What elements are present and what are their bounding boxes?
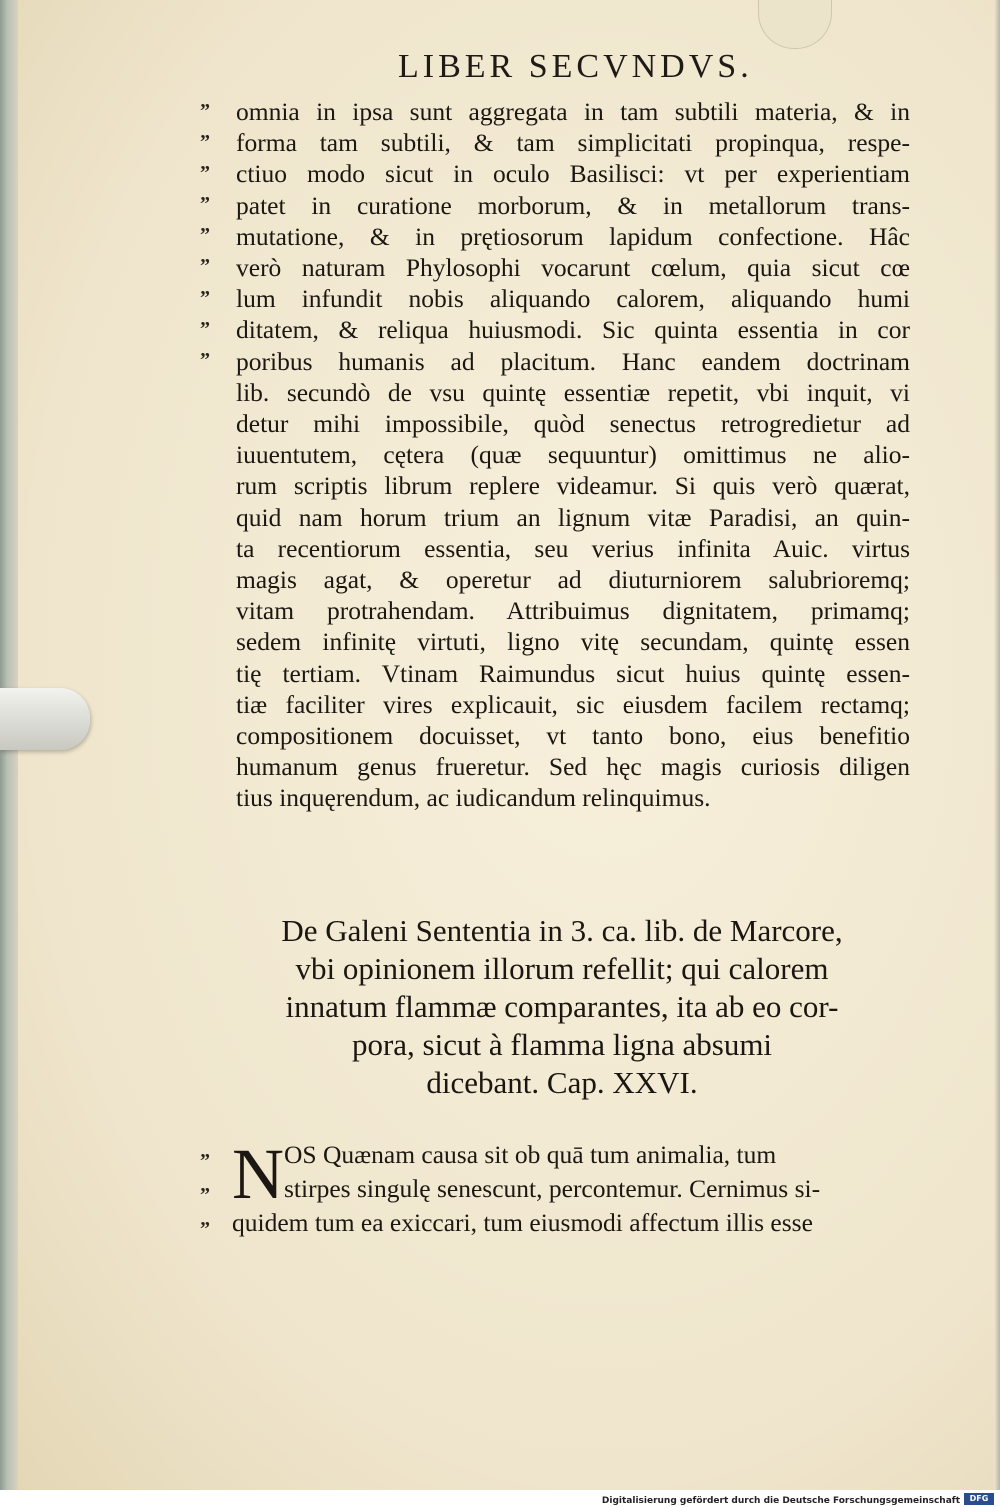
footer-bar [0, 1490, 1000, 1507]
drop-cap: N [232, 1134, 284, 1214]
text-line: humanum genus frueretur. Sed hęc magis curiosis diligen [236, 752, 910, 782]
text-line: compositionem docuisset, vt tanto bono, eius benefitio [236, 721, 910, 751]
quote-mark: ” [200, 224, 210, 246]
text-line: patet in curatione morborum, & in metallorum trans- [236, 190, 910, 220]
tab-notch [758, 0, 832, 49]
text-line: detur mihi impossibile, quòd senectus retrogredietur ad [236, 409, 910, 439]
chapter-paragraph [232, 1134, 896, 1240]
text-line: OS Quænam causa sit ob quā tum animalia, tum [284, 1140, 777, 1169]
heading-line: innatum flammæ comparantes, ita ab eo cor- [285, 989, 839, 1024]
text-line: vitam protrahendam. Attribuimus dignitatem, primamq; [236, 596, 910, 626]
quote-mark: ” [200, 1184, 210, 1206]
quote-mark: ” [200, 1218, 210, 1240]
text-line: iuuentutem, cętera (quæ sequuntur) omittimus ne alio- [236, 440, 910, 470]
text-line: sedem infinitę virtuti, ligno vitę secundam, quintę essen [236, 627, 910, 657]
text-line: ditatem, & reliqua huiusmodi. Sic quinta essentia in cor [236, 315, 910, 345]
quote-mark: ” [200, 193, 210, 215]
heading-line: dicebant. Cap. XXVI. [426, 1065, 698, 1100]
heading-line: De Galeni Sententia in 3. ca. lib. de Marcore, [281, 913, 843, 948]
quote-mark: ” [200, 255, 210, 277]
text-line: verò naturam Phylosophi vocarunt cœlum, quia sicut cœ [236, 253, 910, 283]
text-line: forma tam subtili, & tam simplicitati propinqua, respe- [236, 128, 910, 158]
text-line: quidem tum ea exiccari, tum eiusmodi affectum illis esse [232, 1208, 813, 1237]
text-line: tiæ faciliter vires explicauit, sic eiusdem facilem rectamq; [236, 689, 910, 719]
text-line: rum scriptis librum replere videamur. Si quis verò quærat, [236, 471, 910, 501]
text-line: lum infundit nobis aliquando calorem, aliquando humi [236, 284, 910, 314]
book-page-edge-right [994, 0, 1000, 1490]
running-head: LIBER SECVNDVS. [398, 48, 753, 85]
heading-line: vbi opinionem illorum refellit; qui calorem [295, 951, 829, 986]
quote-mark: ” [200, 131, 210, 153]
quote-mark: ” [200, 1150, 210, 1172]
page-clip [0, 688, 90, 750]
text-line: tius inquęrendum, ac iudicandum relinquimus. [236, 783, 711, 813]
quote-mark: ” [200, 287, 210, 309]
quote-mark: ” [200, 349, 210, 371]
text-line: magis agat, & operetur ad diuturniorem salubrioremq; [236, 565, 910, 595]
text-line: omnia in ipsa sunt aggregata in tam subtili materia, & in [236, 97, 910, 126]
text-line: stirpes singulę senescunt, percontemur. Cernimus si- [284, 1174, 821, 1203]
chapter-heading [228, 912, 896, 1102]
text-line: ta recentiorum essentia, seu verius infinita Auic. virtus [236, 533, 910, 563]
heading-line: pora, sicut à flamma ligna absumi [351, 1027, 773, 1062]
text-line: ctiuo modo sicut in oculo Basilisci: vt per experientiam [236, 159, 910, 189]
quote-mark: ” [200, 162, 210, 184]
quote-mark: ” [200, 100, 210, 122]
dfg-logo: DFG [964, 1493, 994, 1505]
text-line: tię tertiam. Vtinam Raimundus sicut huius quintę essen- [236, 658, 910, 688]
text-line: lib. secundò de vsu quintę essentiæ repetit, vbi inquit, vi [236, 377, 910, 407]
body-paragraph [236, 96, 910, 814]
text-line: quid nam horum trium an lignum vitæ Paradisi, an quin- [236, 502, 910, 532]
text-line: mutatione, & in prętiosorum lapidum confectione. Hâc [236, 221, 910, 251]
funding-notice: Digitalisierung gefördert durch die Deutsche Forschungsgemeinschaft [601, 1496, 960, 1506]
text-line: poribus humanis ad placitum. Hanc eandem doctrinam [236, 346, 910, 376]
quote-mark: ” [200, 318, 210, 340]
